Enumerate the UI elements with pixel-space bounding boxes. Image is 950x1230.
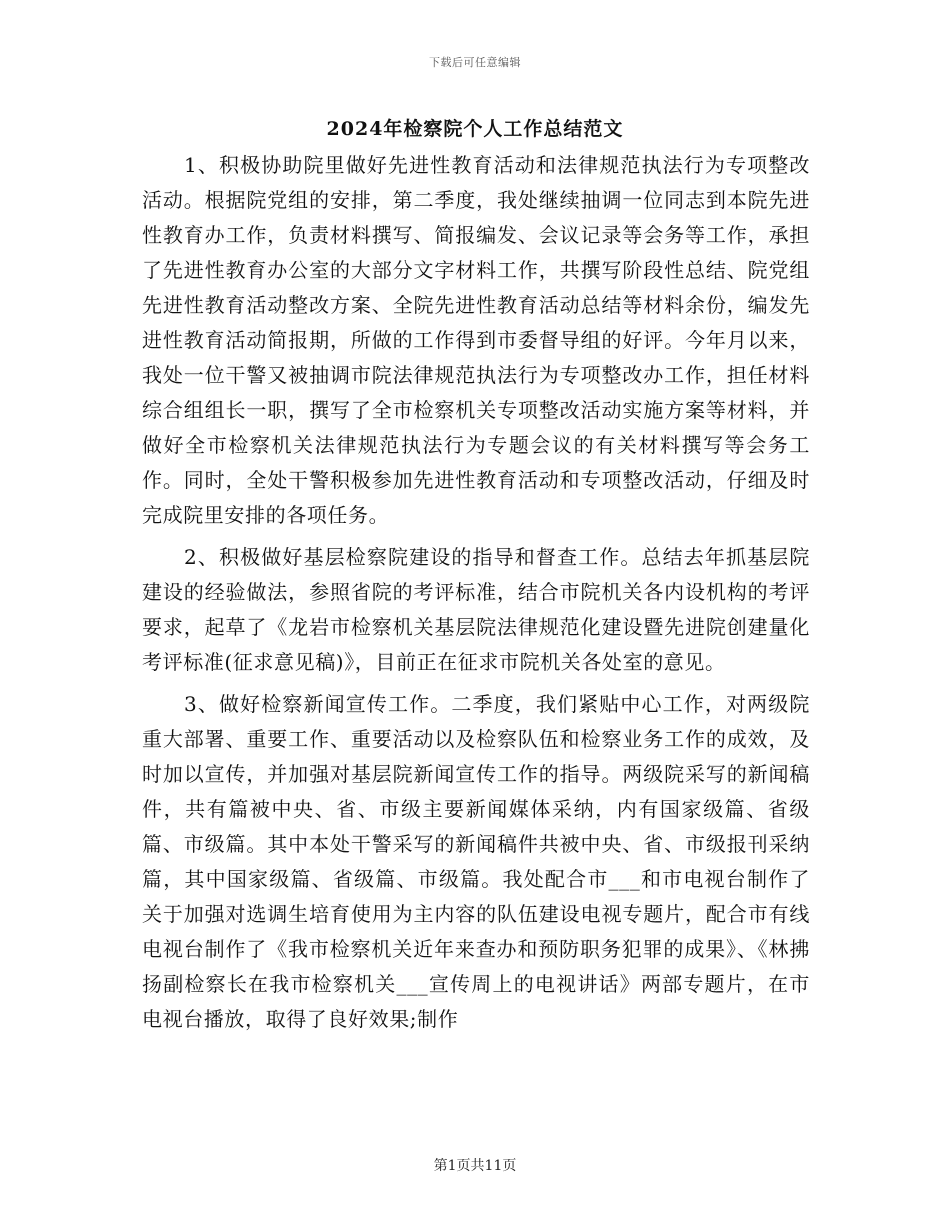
- paragraph-2: 2、积极做好基层检察院建设的指导和督查工作。总结去年抓基层院建设的经验做法，参照省院的考评标准，结合市院机关各内设机构的考评要求，起草了《龙岩市检察机关基层院法律规范化建设暨先进院创建量化考评标准(征求意见稿)》，目前正在征求市院机关各处室的意见。: [142, 545, 810, 674]
- document-title: 2024年检察院个人工作总结范文: [326, 118, 624, 140]
- page-header-note: 下载后可任意编辑: [429, 56, 521, 69]
- paragraph-1: 1、积极协助院里做好先进性教育活动和法律规范执法行为专项整改活动。根据院党组的安排，第二季度，我处继续抽调一位同志到本院先进性教育办工作，负责材料撰写、简报编发、会议记录等会务等工作，承担了先进性教育办公室的大部分文字材料工作，共撰写阶段性总结、院党组先进性教育活动整改方案、全院先进性教育活动总结等材料余份，编发先进性教育活动简报期，所做的工作得到市委督导组的好评。今年月以来，我处一位干警又被抽调市院法律规范执法行为专项整改办工作，担任材料综合组组长一职，撰写了全市检察机关专项整改活动实施方案等材料，并做好全市检察机关法律规范执法行为专题会议的有关材料撰写等会务工作。同时，全处干警积极参加先进性教育活动和专项整改活动，仔细及时完成院里安排的各项任务。: [142, 153, 810, 527]
- paragraph-3: 3、做好检察新闻宣传工作。二季度，我们紧贴中心工作，对两级院重大部署、重要工作、重要活动以及检察队伍和检察业务工作的成效，及时加以宣传，并加强对基层院新闻宣传工作的指导。两级院采写的新闻稿件，共有篇被中央、省、市级主要新闻媒体采纳，内有国家级篇、省级篇、市级篇。其中本处干警采写的新闻稿件共被中央、省、市级报刊采纳篇，其中国家级篇、省级篇、市级篇。我处配合市___和市电视台制作了关于加强对选调生培育使用为主内容的队伍建设电视专题片，配合市有线电视台制作了《我市检察机关近年来查办和预防职务犯罪的成果》、《林拂扬副检察长在我市检察机关___宣传周上的电视讲话》两部专题片，在市电视台播放，取得了良好效果;制作: [142, 692, 810, 1031]
- document-body: [142, 148, 810, 1044]
- page-number: 第1页共11页: [433, 1158, 517, 1174]
